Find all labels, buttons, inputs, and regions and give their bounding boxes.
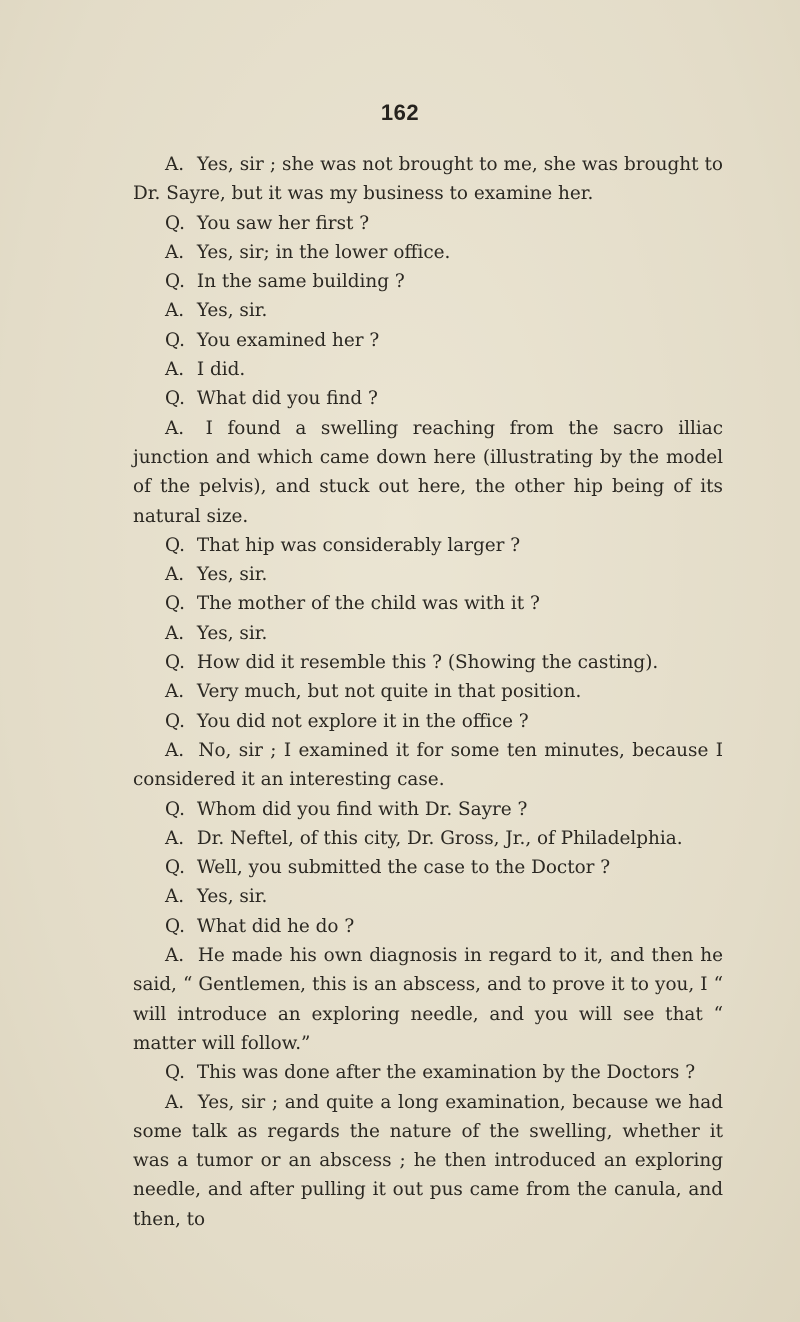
line-text: Yes, sir. [196, 886, 268, 908]
line-text: You saw her first ? [196, 212, 370, 234]
line-text: You did not explore it in the office ? [196, 710, 529, 732]
speaker-label: Q. [165, 593, 186, 615]
testimony-line-15 [133, 677, 723, 706]
speaker-label: A. [165, 945, 185, 967]
line-text: No, sir ; I examined it for some ten minutes, because I considered it an interesting case. [133, 739, 723, 791]
testimony-line-23 [133, 941, 723, 1058]
line-text: Yes, sir ; she was not brought to me, she was brought to Dr. Sayre, but it was my business to examine her. [133, 154, 723, 205]
testimony-line-14 [133, 648, 723, 677]
testimony-line-24 [133, 1058, 723, 1087]
testimony-line-20 [133, 853, 723, 882]
line-text: What did you find ? [196, 388, 378, 410]
speaker-label: A. [165, 359, 185, 381]
speaker-label: Q. [165, 329, 186, 351]
speaker-label: A. [165, 154, 185, 175]
speaker-label: A. [165, 564, 185, 586]
testimony-line-16 [133, 707, 723, 736]
line-text: What did he do ? [196, 915, 355, 937]
speaker-label: A. [165, 827, 185, 849]
testimony-line-2 [133, 209, 723, 238]
line-text: I did. [196, 359, 246, 381]
testimony-line-5 [133, 296, 723, 325]
speaker-label: Q. [165, 710, 186, 732]
testimony-line-17 [133, 736, 723, 795]
testimony-line-22 [133, 912, 723, 941]
testimony-line-3 [133, 238, 723, 267]
testimony-line-11 [133, 560, 723, 589]
testimony-line-19 [133, 824, 723, 853]
line-text: Yes, sir; in the lower office. [196, 241, 451, 263]
line-text: Very much, but not quite in that position. [196, 681, 582, 703]
line-text: Yes, sir. [196, 564, 268, 586]
speaker-label: A. [165, 300, 185, 322]
speaker-label: A. [165, 622, 185, 644]
line-text: Dr. Neftel, of this city, Dr. Gross, Jr., of Philadelphia. [196, 827, 683, 849]
line-text: That hip was considerably larger ? [196, 534, 521, 556]
speaker-label: A. [165, 681, 185, 703]
line-text: Yes, sir ; and quite a long examination, because we had some talk as regards the nature of the swelling, whether it was a tumor or an abscess ; he then introduced an exploring needle, and after pulling it out pus came from the canula, and then, to [133, 1091, 723, 1230]
speaker-label: A. [165, 417, 185, 439]
testimony-line-4 [133, 267, 723, 296]
speaker-label: Q. [165, 271, 186, 293]
line-text: In the same building ? [196, 271, 405, 293]
speaker-label: A. [165, 1091, 185, 1113]
line-text: The mother of the child was with it ? [196, 593, 540, 615]
line-text: He made his own diagnosis in regard to it, and then he said, “ Gentlemen, this is an abscess, and to prove it to you, I “ will introduce an exploring needle, and you will see that “ matter will follow.” [133, 945, 723, 1054]
line-text: Whom did you find with Dr. Sayre ? [196, 798, 528, 820]
testimony-line-13 [133, 619, 723, 648]
testimony-line-25 [133, 1088, 723, 1234]
speaker-label: Q. [165, 652, 186, 674]
speaker-label: Q. [165, 798, 186, 820]
testimony-line-1 [133, 150, 723, 209]
testimony-line-7 [133, 355, 723, 384]
speaker-label: Q. [165, 212, 186, 234]
line-text: This was done after the examination by the Doctors ? [196, 1062, 696, 1084]
testimony-line-18 [133, 795, 723, 824]
speaker-label: A. [165, 886, 185, 908]
line-text: Yes, sir. [196, 622, 268, 644]
testimony-line-6 [133, 326, 723, 355]
testimony-line-10 [133, 531, 723, 560]
line-text: How did it resemble this ? (Showing the casting). [196, 652, 659, 674]
line-text: You examined her ? [196, 329, 380, 351]
testimony-line-8 [133, 384, 723, 413]
speaker-label: Q. [165, 388, 186, 410]
speaker-label: Q. [165, 1062, 186, 1084]
speaker-label: Q. [165, 857, 186, 879]
line-text: Yes, sir. [196, 300, 268, 322]
testimony-line-9 [133, 414, 723, 531]
speaker-label: A. [165, 739, 185, 761]
testimony-line-21 [133, 882, 723, 911]
speaker-label: Q. [165, 534, 186, 556]
page-number: 162 [380, 100, 420, 125]
speaker-label: A. [165, 241, 185, 263]
speaker-label: Q. [165, 915, 186, 937]
testimony-text [133, 150, 723, 1234]
line-text: Well, you submitted the case to the Doctor ? [196, 857, 611, 879]
line-text: I found a swelling reaching from the sacro illiac junction and which came down here (illustrating by the model of the pelvis), and stuck out here, the other hip being of its natural size. [133, 417, 723, 527]
testimony-line-12 [133, 589, 723, 618]
